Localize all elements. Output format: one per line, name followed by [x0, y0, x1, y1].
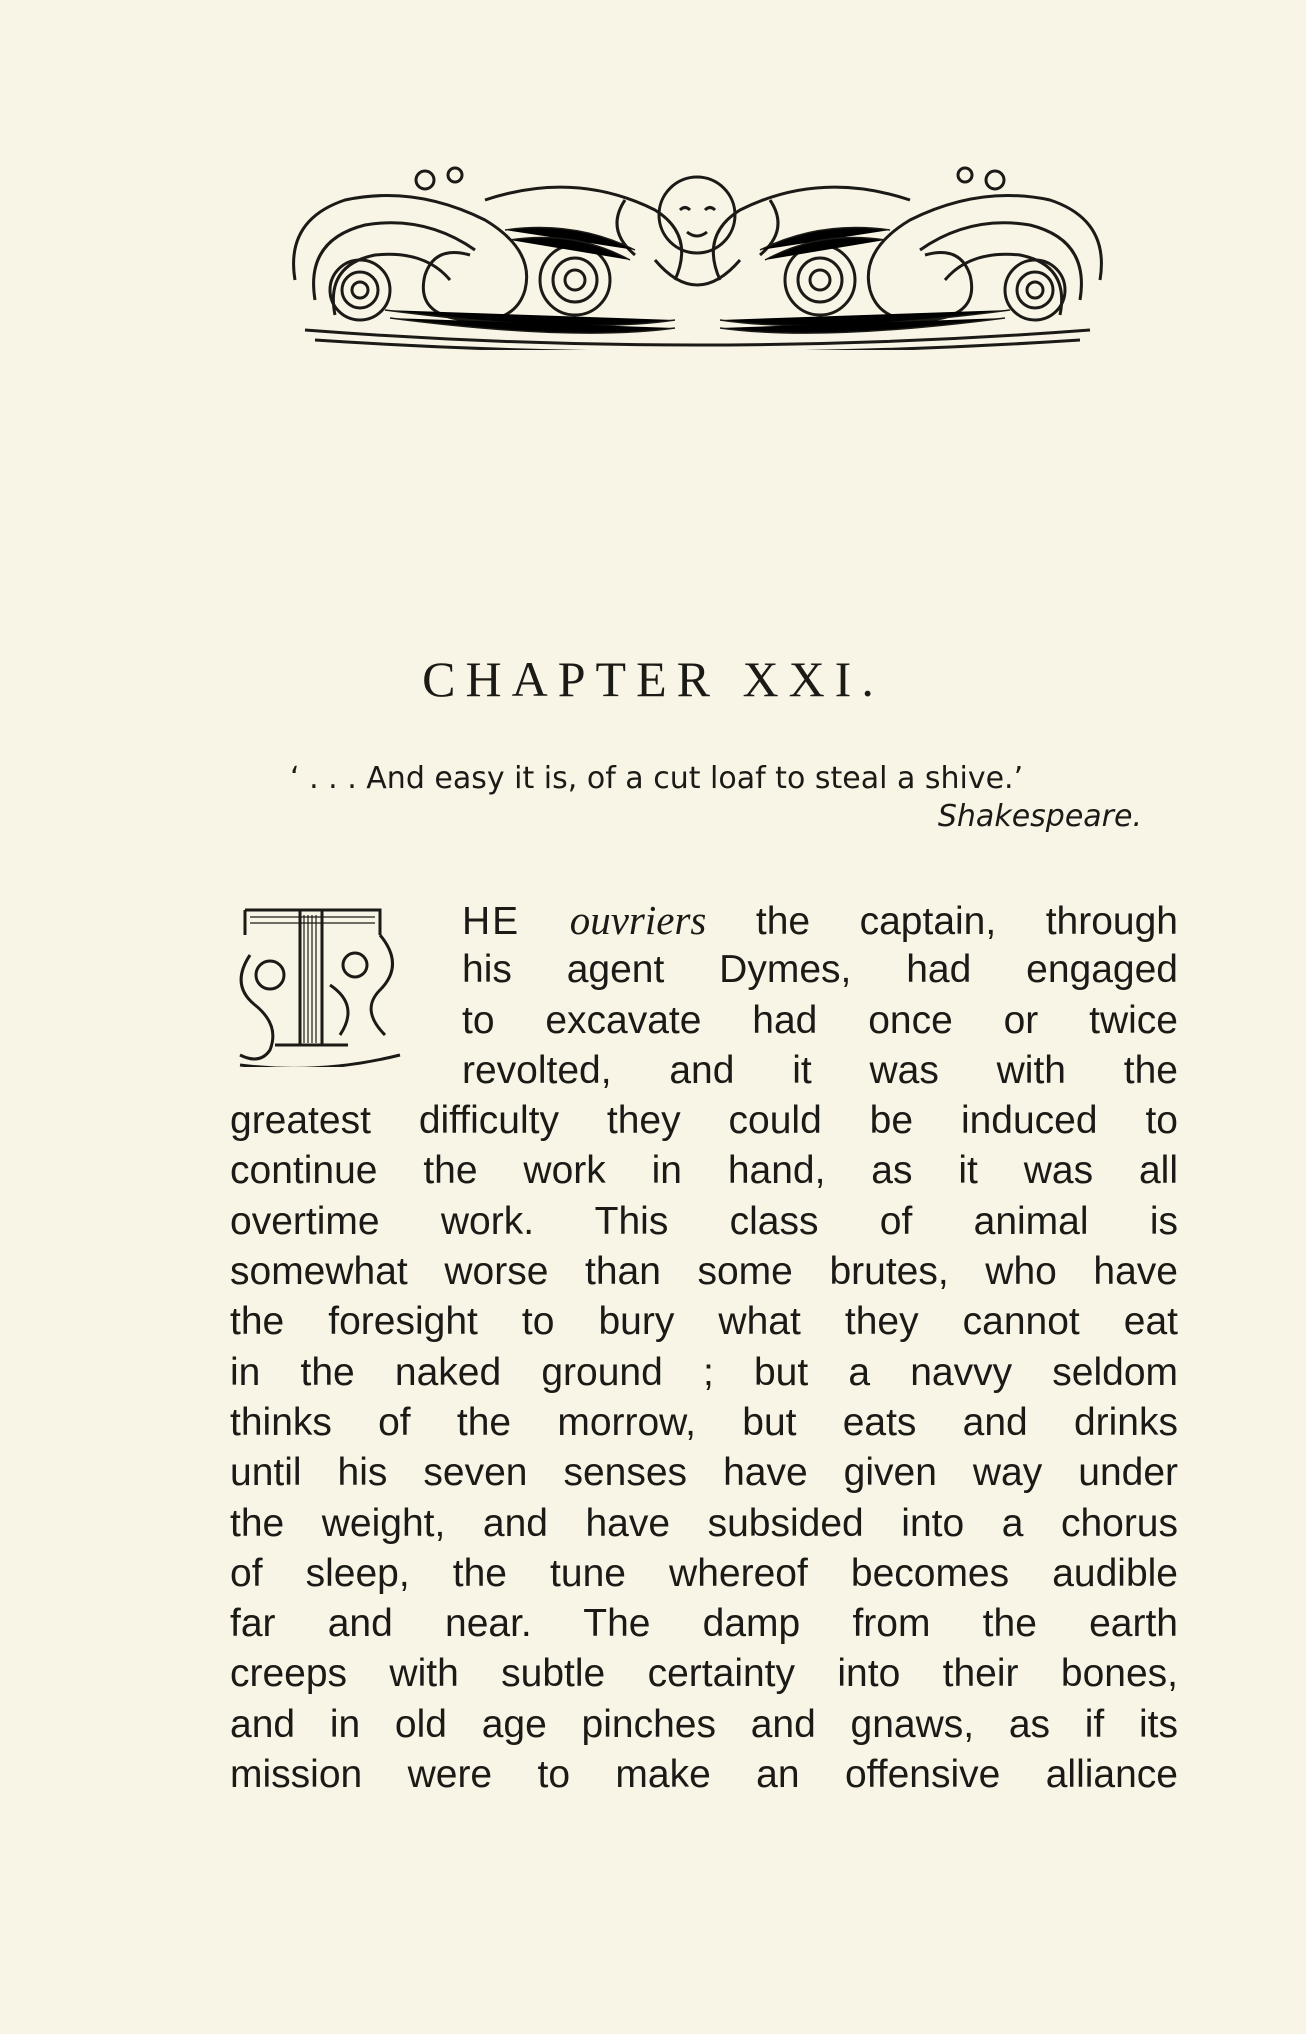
text-line: in the naked ground ; but a navvy seldom: [230, 1350, 1178, 1394]
chapter-title: CHAPTER XXI.: [422, 651, 884, 707]
ornate-initial-t-icon: [230, 895, 410, 1067]
text-line: and in old age pinches and gnaws, as if its: [230, 1702, 1178, 1746]
opening-small-caps: HE: [462, 900, 521, 943]
text-line: overtime work. This class of animal is: [230, 1199, 1178, 1243]
text-line: the weight, and have subsided into a chorus: [230, 1501, 1178, 1545]
body-text: [230, 895, 1178, 1800]
text-line: far and near. The damp from the earth: [230, 1602, 1178, 1646]
text-line: the foresight to bury what they cannot eat: [230, 1300, 1178, 1344]
text-line: greatest difficulty they could be induced to: [230, 1099, 1178, 1143]
opening-rest: the captain, through: [755, 900, 1178, 943]
epigraph: [290, 760, 1150, 836]
text-line: thinks of the morrow, but eats and drinks: [230, 1400, 1178, 1444]
text-line: his agent Dymes, had engaged: [462, 948, 1178, 992]
ornamental-headpiece-icon: [275, 160, 1120, 350]
text-line: continue the work in hand, as it was all: [230, 1149, 1178, 1193]
text-line: creeps with subtle certainty into their bones,: [230, 1652, 1178, 1696]
text-line: to excavate had once or twice: [462, 998, 1178, 1042]
text-line: revolted, and it was with the: [462, 1048, 1178, 1092]
epigraph-attribution: Shakespeare.: [937, 799, 1142, 834]
drop-cap-initial: [230, 895, 410, 1067]
text-line: of sleep, the tune whereof becomes audible: [230, 1551, 1178, 1595]
text-line: somewhat worse than some brutes, who have: [230, 1250, 1178, 1294]
epigraph-quote: ‘ . . . And easy it is, of a cut loaf to steal a shive.’: [290, 761, 1024, 796]
italic-word: ouvriers: [569, 897, 707, 943]
text-line: mission were to make an offensive alliance: [230, 1753, 1178, 1797]
text-line: until his seven senses have given way under: [230, 1451, 1178, 1495]
